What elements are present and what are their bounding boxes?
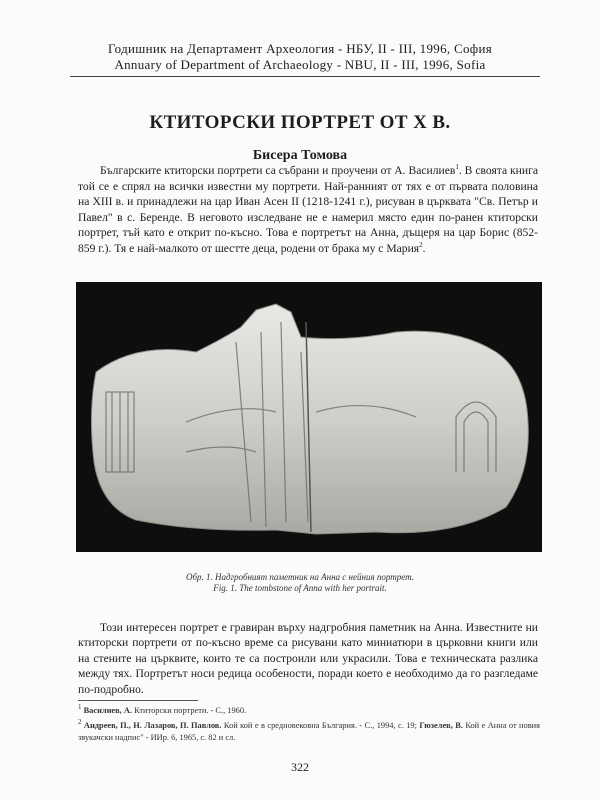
- footnote-1-text: Ктиторски портрети. - С., 1960.: [132, 706, 247, 715]
- footnote-1-mark: 1: [78, 703, 82, 712]
- intro-paragraph: [78, 163, 538, 257]
- footnote-2-mark: 2: [78, 718, 82, 727]
- footnote-ref-2: 2: [419, 241, 423, 250]
- figure-caption-en: Fig. 1. The tombstone of Anna with her portrait.: [213, 583, 387, 593]
- footnote-divider: [78, 700, 198, 701]
- body-text: Този интересен портрет е гравиран върху надгробния паметник на Анна. Известните ни ктиторски портрети от по-късно време са рисувани като миниатюри в църковни книги или на стените на църквите, които те са построили или украсили. Това е техническата разлика между тях. Портретът носи редица особености, поради което е необходимо да го разгледаме по-подробно.: [78, 621, 538, 696]
- footnote-1-author: Василиев, А.: [83, 706, 133, 715]
- figure-caption-bg: Обр. 1. Надгробният паметник на Анна с нейния портрет.: [185, 572, 415, 582]
- footnote-2-text2: Кой е Анна от новия звукачски надпис" - ИИр. 6, 1965, с. 82 и сл.: [78, 721, 540, 742]
- footnote-2: [78, 720, 540, 744]
- article-title: КТИТОРСКИ ПОРТРЕТ ОТ X В.: [149, 112, 451, 133]
- tombstone-illustration: [76, 282, 542, 552]
- page-number: 322: [291, 760, 309, 774]
- footnotes: [78, 705, 540, 747]
- footnote-ref-1: 1: [455, 163, 459, 172]
- tombstone-photo: [76, 282, 542, 552]
- intro-text-2: . В своята книга той се е спрял на всички известни му портрети. Най-ранният от тях е от първата половина на XIII в. и принадлежи на цар Иван Асен II (1218-1241 г.), рисуван в църквата "Св. Петър и Павел" в с. Беренде. В неговото изследване не е намерил място един по-ранен ктиторски портрет, тъй като е открит по-късно. Това е портретът на Анна, дъщеря на цар Борис (852-859 г.). Тя е най-малкото от шестте деца, родени от брака му с Мария: [78, 164, 538, 255]
- body-paragraph: [78, 620, 538, 697]
- intro-text-3: .: [422, 241, 426, 255]
- intro-text: Българските ктиторски портрети са събрани и проучени от А. Василиев: [100, 164, 456, 177]
- footnote-2-text: Кой кой е в средновековна България. - С., 1994, с. 19;: [221, 721, 420, 730]
- header-divider: [70, 76, 540, 77]
- footnote-1: [78, 705, 540, 717]
- journal-header: [0, 40, 600, 73]
- footnote-2-author2: Гюзелев, В.: [419, 721, 463, 730]
- journal-header-bg: Годишник на Департамент Археология - НБУ, II - III, 1996, София: [107, 41, 493, 56]
- footnote-2-author: Андреев, П., Н. Лазаров, П. Павлов.: [83, 721, 222, 730]
- figure-caption: [0, 572, 600, 594]
- article-author: Бисера Томова: [252, 148, 348, 163]
- journal-header-en: Annuary of Department of Archaeology - NBU, II - III, 1996, Sofia: [114, 57, 486, 72]
